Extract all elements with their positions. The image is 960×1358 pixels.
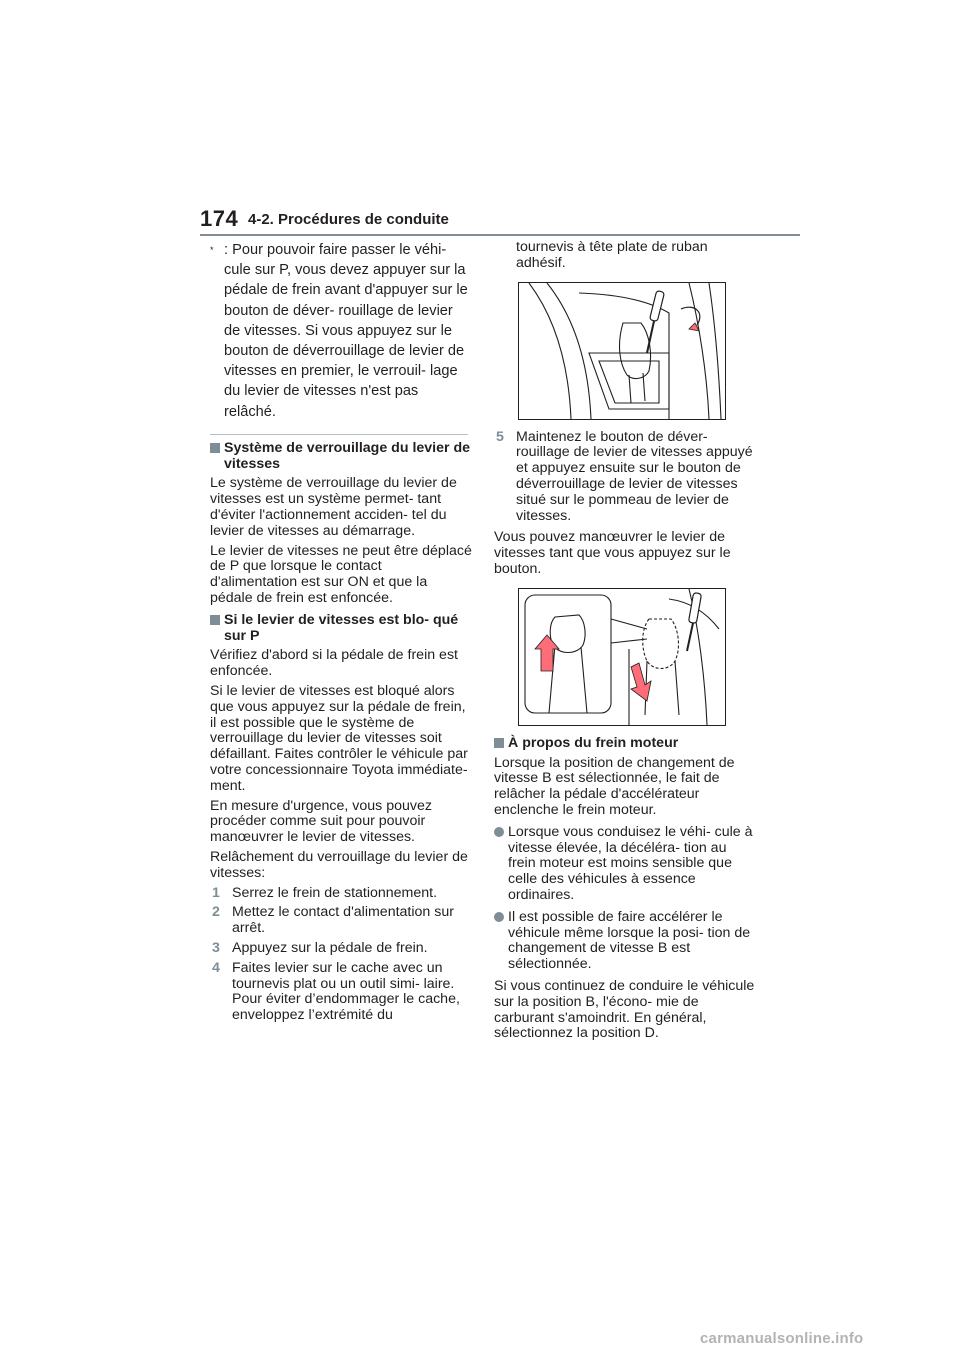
header-rule [200, 234, 800, 236]
footnote-mark: * [210, 245, 214, 255]
figure-screwdriver-cover [518, 282, 726, 420]
step-2: 2 Mettez le contact d'alimentation sur arrêt. [212, 904, 454, 937]
paragraph: Vous pouvez manœuvrer le levier de vitesses tant que vous appuyez sur le bouton. [494, 529, 731, 577]
square-bullet-icon [210, 443, 220, 453]
step-4-extra: Pour éviter d’endommager le cache, enveloppez l’extrémité du [232, 991, 460, 1024]
square-bullet-icon [494, 738, 504, 748]
paragraph: En mesure d'urgence, vous pouvez procéder comme suit pour pouvoir manœuvrer le levier de vitesses. [210, 797, 432, 846]
page-header [200, 208, 800, 238]
step-1: 1 Serrez le frein de stationnement. [212, 884, 438, 901]
shift-cover-illustration [519, 283, 725, 419]
figure-release-button [518, 588, 726, 726]
paragraph: Le système de verrouillage du levier de vitesses est un système permet- tant d'éviter l'actionnement acciden- tel du levier de vitesses au démarrage. [210, 475, 457, 539]
shift-knob-button-illustration [519, 589, 725, 725]
round-bullet-icon [494, 827, 504, 837]
page-number: 174 [200, 206, 239, 231]
step-4: 4 Faites levier sur le cache avec un tournevis plat ou un outil simi- laire. [212, 959, 455, 992]
paragraph: Si vous continuez de conduire le véhicule sur la position B, l'écono- mie de carburant s'amoindrit. En général, sélectionnez la position D. [494, 977, 755, 1042]
heading-shift-lock-system: Système de verrouillage du levier de vitesses [210, 441, 472, 473]
round-bullet-icon [494, 912, 504, 922]
step-5: 5 Maintenez le bouton de déver- rouillage de levier de vitesses appuyé et appuyez ensuite sur le bouton de déverrouillage de levier de vitesses situé sur le pommeau de levier de vitesses. [496, 428, 753, 524]
left-column [210, 240, 472, 1024]
heading-engine-brake: À propos du frein moteur [494, 736, 756, 752]
footnote [210, 240, 472, 422]
bullet-item: Lorsque vous conduisez le véhi- cule à vitesse élevée, la décéléra- tion au frein moteur est moins sensible que celle des véhicules à essence ordinaires. [494, 825, 756, 904]
separator [210, 434, 468, 435]
right-column [494, 240, 756, 1046]
paragraph: Si le levier de vitesses est bloqué alors que vous appuyez sur la pédale de frein, il est possible que le système de verrouillage du levier de vitesses soit défaillant. Faites contrôler le véhicule par votre concessionnaire Toyota immédiate- ment. [210, 682, 468, 794]
step-4-continued: tournevis à tête plate de ruban adhésif. [516, 239, 708, 271]
section-title: 4-2. Procédures de conduite [248, 211, 449, 228]
square-bullet-icon [210, 615, 220, 625]
watermark: carmanualsonline.info [700, 1330, 864, 1347]
paragraph: Vérifiez d'abord si la pédale de frein est enfoncée. [210, 647, 458, 680]
heading-lever-stuck: Si le levier de vitesses est blo- qué sur P [210, 613, 472, 645]
paragraph: Lorsque la position de changement de vitesse B est sélectionnée, le fait de relâcher la pédale d'accélérateur enclenche le frein moteur. [494, 754, 735, 818]
paragraph: Relâchement du verrouillage du levier de vitesses: [210, 848, 468, 881]
step-3: 3 Appuyez sur la pédale de frein. [212, 939, 428, 956]
bullet-item: Il est possible de faire accélérer le véhicule même lorsque la posi- tion de changement de vitesse B est sélectionnée. [494, 910, 756, 973]
paragraph: Le levier de vitesses ne peut être déplacé de P que lorsque le contact d'alimentation est sur ON et que la pédale de frein est enfoncée. [210, 542, 472, 606]
footnote-text: : Pour pouvoir faire passer le véhi- cule sur P, vous devez appuyer sur la pédale de frein avant d'appuyer sur le bouton de déver- rouillage de levier de vitesses. Si vous appuyez sur le bouton de déverrouillage de levier de vitesses en premier, le verrouil- lage du levier de vitesses n'est pas relâché. [224, 242, 468, 420]
